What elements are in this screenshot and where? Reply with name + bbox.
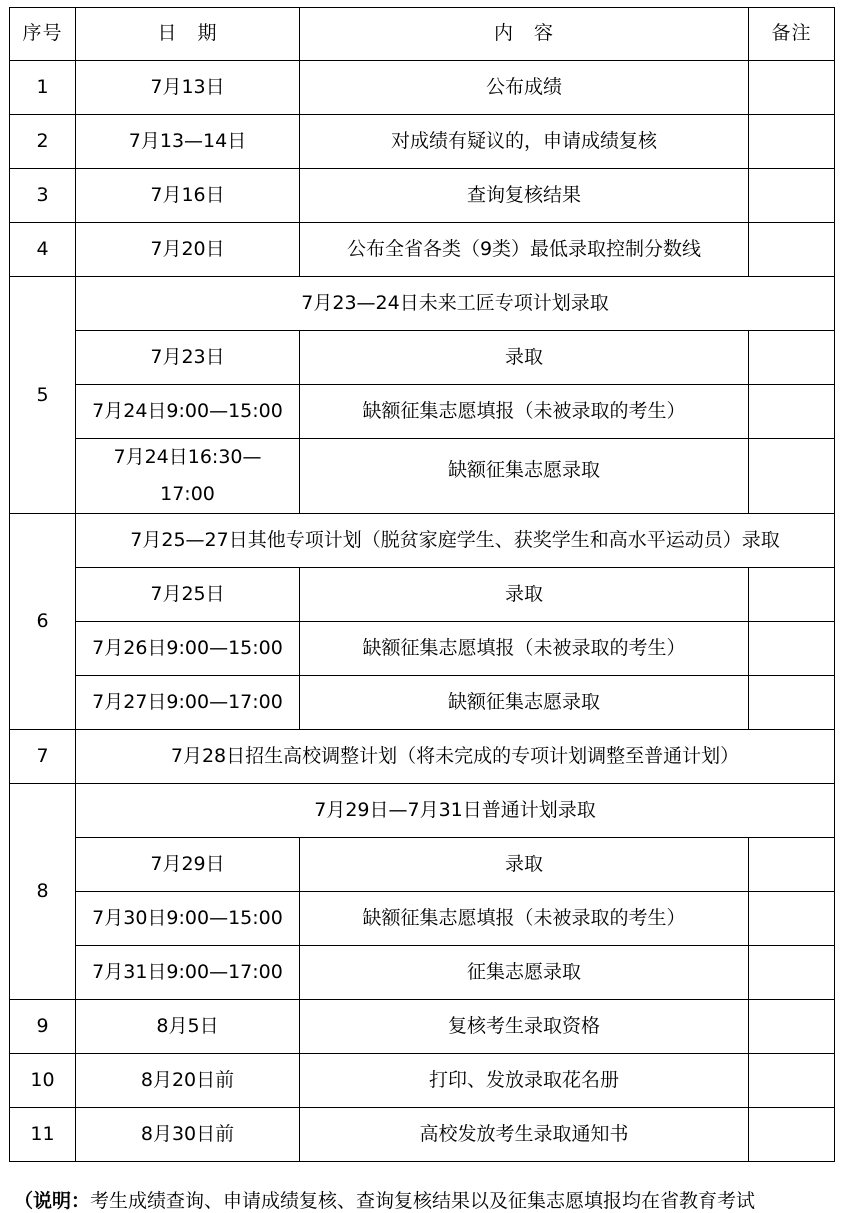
row-number: 10 [10,1054,76,1108]
header-row [10,8,835,61]
table-row [10,676,835,730]
table-row [10,946,835,1000]
group-title-row [10,784,835,838]
row-number: 2 [10,115,76,169]
table-row [10,1000,835,1054]
row-date: 8月20日前 [76,1054,300,1108]
header-content: 内 容 [300,8,749,61]
row-number: 7 [10,730,76,784]
row-remark [749,622,835,676]
row-date: 8月30日前 [76,1108,300,1162]
row-remark [749,439,835,514]
row-remark [749,385,835,439]
row-remark [749,1000,835,1054]
row-remark [749,892,835,946]
row-content: 公布成绩 [300,61,749,115]
row-number: 5 [10,277,76,514]
row-content: 征集志愿录取 [300,946,749,1000]
row-content: 缺额征集志愿录取 [300,439,749,514]
row-remark [749,946,835,1000]
row-remark [749,61,835,115]
row-content: 复核考生录取资格 [300,1000,749,1054]
row-content: 公布全省各类（9类）最低录取控制分数线 [300,223,749,277]
footnote [14,1186,755,1213]
row-remark [749,223,835,277]
row-content: 录取 [300,568,749,622]
header-remark: 备注 [749,8,835,61]
table-row [10,622,835,676]
table-row [10,730,835,784]
table-row [10,223,835,277]
row-number: 3 [10,169,76,223]
header-date: 日 期 [76,8,300,61]
row-content: 对成绩有疑议的，申请成绩复核 [300,115,749,169]
row-content: 缺额征集志愿填报（未被录取的考生） [300,892,749,946]
row-date: 7月24日9:00—15:00 [76,385,300,439]
row-content: 查询复核结果 [300,169,749,223]
row-number: 11 [10,1108,76,1162]
date-line-2: 17:00 [160,483,215,506]
row-remark [749,115,835,169]
row-remark [749,838,835,892]
table-row [10,331,835,385]
row-date: 7月30日9:00—15:00 [76,892,300,946]
admission-schedule-table [9,7,835,1162]
row-date: 7月25日 [76,568,300,622]
date-line-1: 7月24日16:30— [113,446,262,468]
row-remark [749,331,835,385]
footnote-text: 考生成绩查询、申请成绩复核、查询复核结果以及征集志愿填报均在省教育考试 [90,1190,756,1212]
table-row [10,169,835,223]
row-number: 9 [10,1000,76,1054]
row-date: 7月13日 [76,61,300,115]
table-row [10,838,835,892]
group-title: 7月25—27日其他专项计划（脱贫家庭学生、获奖学生和高水平运动员）录取 [76,514,835,568]
row-content: 打印、发放录取花名册 [300,1054,749,1108]
table-row [10,385,835,439]
table-row [10,892,835,946]
row-remark [749,1108,835,1162]
group-title: 7月29日—7月31日普通计划录取 [76,784,835,838]
row-content: 录取 [300,331,749,385]
row-remark [749,169,835,223]
row-date: 7月23日 [76,331,300,385]
table-row [10,1054,835,1108]
row-remark [749,676,835,730]
group-title-row [10,514,835,568]
table-row [10,439,835,514]
row-date [76,439,300,514]
row-number: 8 [10,784,76,1000]
row-date: 7月16日 [76,169,300,223]
row-content: 7月28日招生高校调整计划（将未完成的专项计划调整至普通计划） [76,730,835,784]
row-number: 1 [10,61,76,115]
row-content: 缺额征集志愿填报（未被录取的考生） [300,622,749,676]
row-date: 7月27日9:00—17:00 [76,676,300,730]
row-content: 缺额征集志愿填报（未被录取的考生） [300,385,749,439]
header-no: 序号 [10,8,76,61]
row-date: 7月20日 [76,223,300,277]
table-row [10,61,835,115]
footnote-label: （说明： [14,1190,91,1212]
row-content: 缺额征集志愿录取 [300,676,749,730]
row-content: 高校发放考生录取通知书 [300,1108,749,1162]
row-date: 7月26日9:00—15:00 [76,622,300,676]
row-number: 4 [10,223,76,277]
row-remark [749,1054,835,1108]
group-title: 7月23—24日未来工匠专项计划录取 [76,277,835,331]
row-remark [749,568,835,622]
row-date: 7月13—14日 [76,115,300,169]
table-row [10,1108,835,1162]
row-date: 7月31日9:00—17:00 [76,946,300,1000]
row-number: 6 [10,514,76,730]
group-title-row [10,277,835,331]
table-row [10,115,835,169]
row-date: 7月29日 [76,838,300,892]
row-date: 8月5日 [76,1000,300,1054]
table-row [10,568,835,622]
row-content: 录取 [300,838,749,892]
